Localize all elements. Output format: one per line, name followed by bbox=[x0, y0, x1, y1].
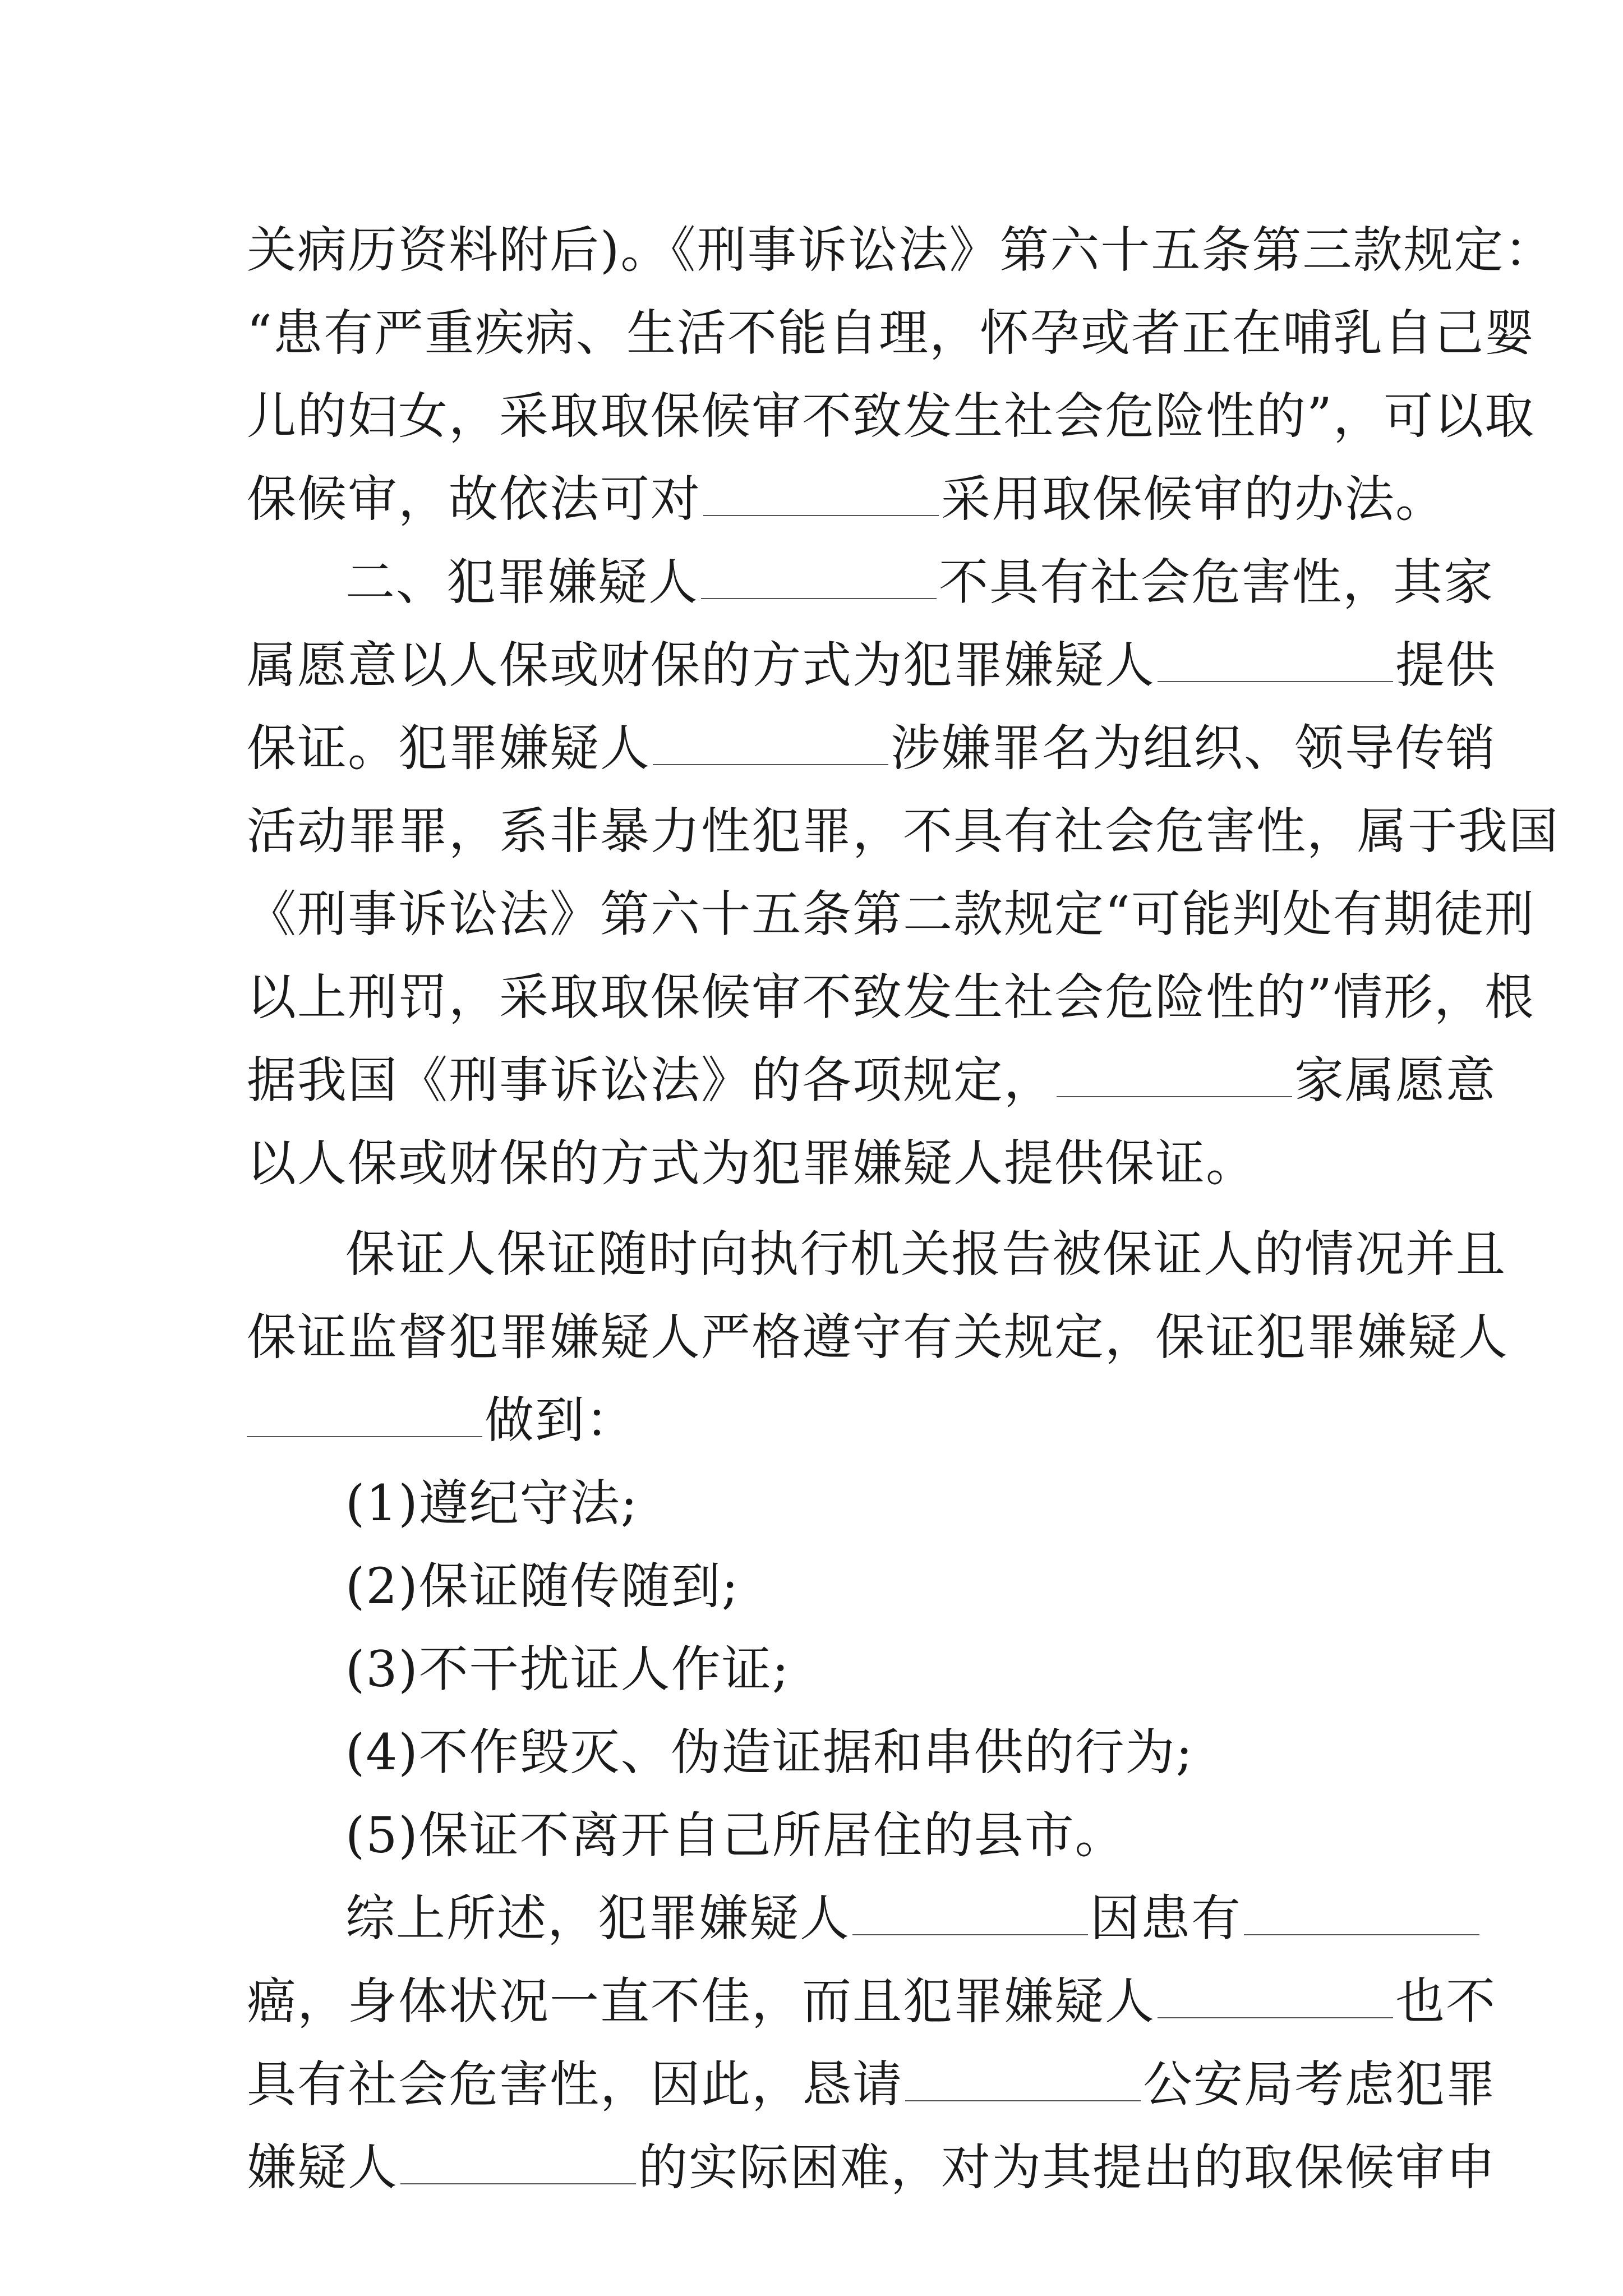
line-text: 保证监督犯罪嫌疑人严格遵守有关规定，保证犯罪嫌疑人 bbox=[247, 1308, 1509, 1366]
line-text: 嫌疑人 bbox=[247, 2138, 399, 2196]
text-line bbox=[247, 956, 1535, 1039]
fill-in-blank bbox=[1244, 1885, 1479, 1935]
line-text: “患有严重疾病、生活不能自理，怀孕或者正在哺乳自己婴 bbox=[247, 304, 1535, 362]
line-text: 《刑事诉讼法》第六十五条第二款规定“可能判处有期徒刑 bbox=[247, 885, 1535, 943]
line-text: (4)不作毁灭、伪造证据和串供的行为; bbox=[345, 1723, 1194, 1781]
line-text: 采用取保候审的办法。 bbox=[941, 470, 1446, 528]
list-item bbox=[247, 1711, 1385, 1794]
paragraph-summary-start bbox=[247, 1877, 1385, 1960]
fill-in-blank bbox=[1057, 1047, 1292, 1097]
text-line bbox=[247, 209, 1555, 292]
line-text: 涉嫌罪名为组织、领导传销 bbox=[891, 719, 1497, 777]
line-text: (1)遵纪守法; bbox=[345, 1474, 639, 1532]
text-line bbox=[247, 2126, 1497, 2209]
fill-in-blank bbox=[703, 466, 939, 516]
fill-in-blank bbox=[905, 2051, 1141, 2101]
fill-in-blank bbox=[1158, 1968, 1393, 2018]
line-text: 以人保或财保的方式为犯罪嫌疑人提供保证。 bbox=[247, 1134, 1257, 1192]
line-text: 不具有社会危害性，其家 bbox=[939, 553, 1495, 611]
text-line bbox=[247, 624, 1497, 707]
text-line bbox=[247, 292, 1535, 375]
line-text: 提供 bbox=[1395, 636, 1497, 694]
line-text: 关病历资料附后)。《刑事诉讼法》第六十五条第三款规定： bbox=[247, 221, 1555, 279]
line-text: (2)保证随传随到; bbox=[345, 1557, 740, 1615]
line-text: 做到： bbox=[485, 1391, 637, 1449]
fill-in-blank bbox=[1158, 632, 1393, 682]
line-text: 儿的妇女，采取取保候审不致发生社会危险性的”，可以取 bbox=[247, 387, 1535, 445]
text-line bbox=[247, 375, 1535, 458]
list-item bbox=[247, 1628, 1385, 1711]
line-text: 公安局考虑犯罪 bbox=[1143, 2055, 1497, 2113]
line-text: 保证。犯罪嫌疑人 bbox=[247, 719, 651, 777]
text-line bbox=[247, 1379, 1385, 1462]
text-line bbox=[247, 707, 1497, 790]
line-text: 属愿意以人保或财保的方式为犯罪嫌疑人 bbox=[247, 636, 1156, 694]
line-text: 家属愿意 bbox=[1294, 1051, 1497, 1109]
fill-in-blank bbox=[852, 1885, 1088, 1935]
line-text: 癌，身体状况一直不佳，而且犯罪嫌疑人 bbox=[247, 1972, 1156, 2030]
text-line bbox=[247, 1960, 1497, 2043]
text-line bbox=[247, 1122, 1385, 1205]
fill-in-blank bbox=[247, 1387, 482, 1437]
line-text: 保证人保证随时向执行机关报告被保证人的情况并且 bbox=[345, 1225, 1507, 1283]
document-body bbox=[247, 209, 1560, 2209]
line-text: 因患有 bbox=[1090, 1889, 1242, 1947]
text-line bbox=[247, 458, 1446, 541]
line-text: 二、犯罪嫌疑人 bbox=[345, 553, 699, 611]
fill-in-blank bbox=[400, 2134, 636, 2184]
line-text: 以上刑罚，采取取保候审不致发生社会危险性的”情形，根 bbox=[247, 968, 1535, 1026]
line-text: (5)保证不离开自己所居住的县市。 bbox=[345, 1806, 1126, 1864]
text-line bbox=[247, 873, 1535, 956]
line-text: 的实际困难，对为其提出的取保候审申 bbox=[638, 2138, 1497, 2196]
text-line bbox=[247, 790, 1560, 873]
line-text: (3)不干扰证人作证; bbox=[345, 1640, 790, 1698]
line-text: 也不 bbox=[1395, 1972, 1497, 2030]
list-item bbox=[247, 1545, 1385, 1628]
line-text: 具有社会危害性，因此，恳请 bbox=[247, 2055, 903, 2113]
list-item bbox=[247, 1462, 1385, 1545]
text-line bbox=[247, 1039, 1497, 1122]
fill-in-blank bbox=[701, 549, 937, 599]
text-line bbox=[247, 1296, 1509, 1379]
text-line bbox=[247, 2043, 1497, 2126]
line-text: 保候审，故依法可对 bbox=[247, 470, 702, 528]
list-item bbox=[247, 1794, 1385, 1877]
fill-in-blank bbox=[653, 715, 888, 765]
paragraph-two-start bbox=[247, 541, 1495, 624]
line-text: 据我国《刑事诉讼法》的各项规定， bbox=[247, 1051, 1055, 1109]
line-text: 综上所述，犯罪嫌疑人 bbox=[345, 1889, 851, 1947]
paragraph-guarantor-start bbox=[247, 1213, 1507, 1296]
line-text: 活动罪罪，系非暴力性犯罪，不具有社会危害性，属于我国 bbox=[247, 802, 1560, 860]
